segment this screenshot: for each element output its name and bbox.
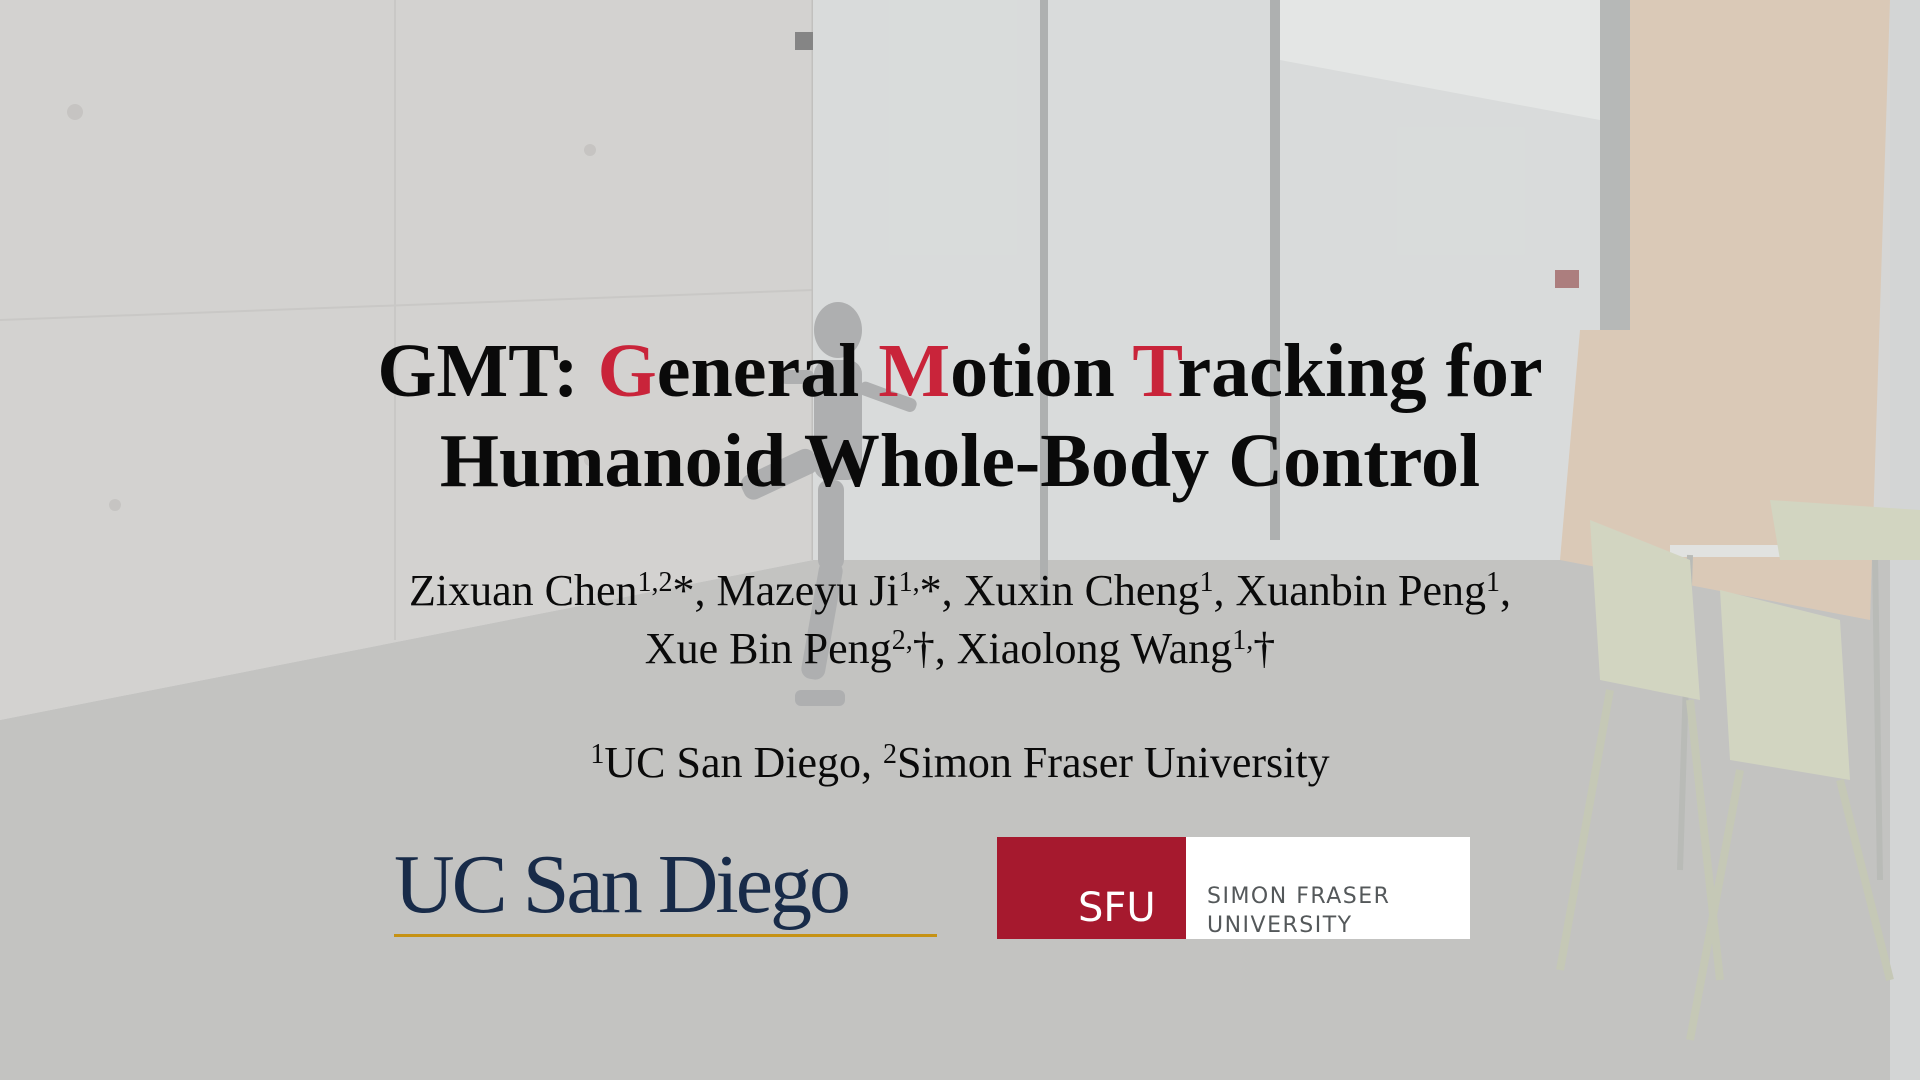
title-part: racking for: [1177, 329, 1543, 413]
paper-title: [0, 326, 1920, 506]
author-affiliation-sup: 1,: [1232, 625, 1254, 656]
title-line-1: [0, 326, 1920, 416]
affiliation-line: [0, 734, 1920, 792]
sfu-logo: [997, 837, 1470, 939]
affiliation-separator: ,: [861, 738, 883, 787]
sfu-logo-graphic: [997, 837, 1470, 939]
title-accent-t: T: [1132, 329, 1178, 413]
author-list: [0, 562, 1920, 678]
author-separator: ,: [934, 624, 957, 673]
author-mark: †: [912, 624, 935, 673]
author-mark: *: [672, 566, 695, 615]
sfu-logo-line-2: UNIVERSITY: [1207, 913, 1353, 938]
author-separator: ,: [1213, 566, 1236, 615]
affiliation-sup: 1: [590, 739, 605, 770]
author-line-1: [0, 562, 1920, 620]
author-affiliation-sup: 1: [1486, 567, 1500, 598]
author-name: Xue Bin Peng: [644, 624, 892, 673]
title-part: otion: [950, 329, 1133, 413]
affiliation-sup: 2: [883, 739, 897, 770]
author-affiliation-sup: 1,: [898, 567, 920, 598]
ucsd-logo-underline: [394, 934, 937, 937]
author-mark: †: [1253, 624, 1276, 673]
sfu-logo-abbr: SFU: [1078, 885, 1156, 931]
title-accent-g: G: [597, 329, 657, 413]
author-line-2: [0, 620, 1920, 678]
title-accent-m: M: [878, 329, 951, 413]
author-name: Xiaolong Wang: [956, 624, 1233, 673]
author-name: Xuxin Cheng: [963, 566, 1200, 615]
author-separator: ,: [1500, 566, 1511, 615]
author-affiliation-sup: 1,2: [637, 567, 673, 598]
author-separator: ,: [694, 566, 717, 615]
ucsd-logo: [394, 830, 937, 940]
title-part: GMT:: [377, 329, 598, 413]
title-part: eneral: [656, 329, 879, 413]
author-name: Zixuan Chen: [409, 566, 638, 615]
title-line-2: Humanoid Whole-Body Control: [439, 419, 1481, 503]
affiliation-name: Simon Fraser University: [897, 738, 1330, 787]
affiliation-name: UC San Diego: [604, 738, 861, 787]
ucsd-logo-text: UC San Diego: [394, 838, 848, 931]
author-affiliation-sup: 2,: [891, 625, 913, 656]
author-affiliation-sup: 1: [1199, 567, 1214, 598]
author-name: Xuanbin Peng: [1235, 566, 1486, 615]
author-mark: *: [919, 566, 942, 615]
author-separator: ,: [941, 566, 964, 615]
sfu-logo-line-1: SIMON FRASER: [1207, 884, 1391, 909]
author-name: Mazeyu Ji: [716, 566, 899, 615]
